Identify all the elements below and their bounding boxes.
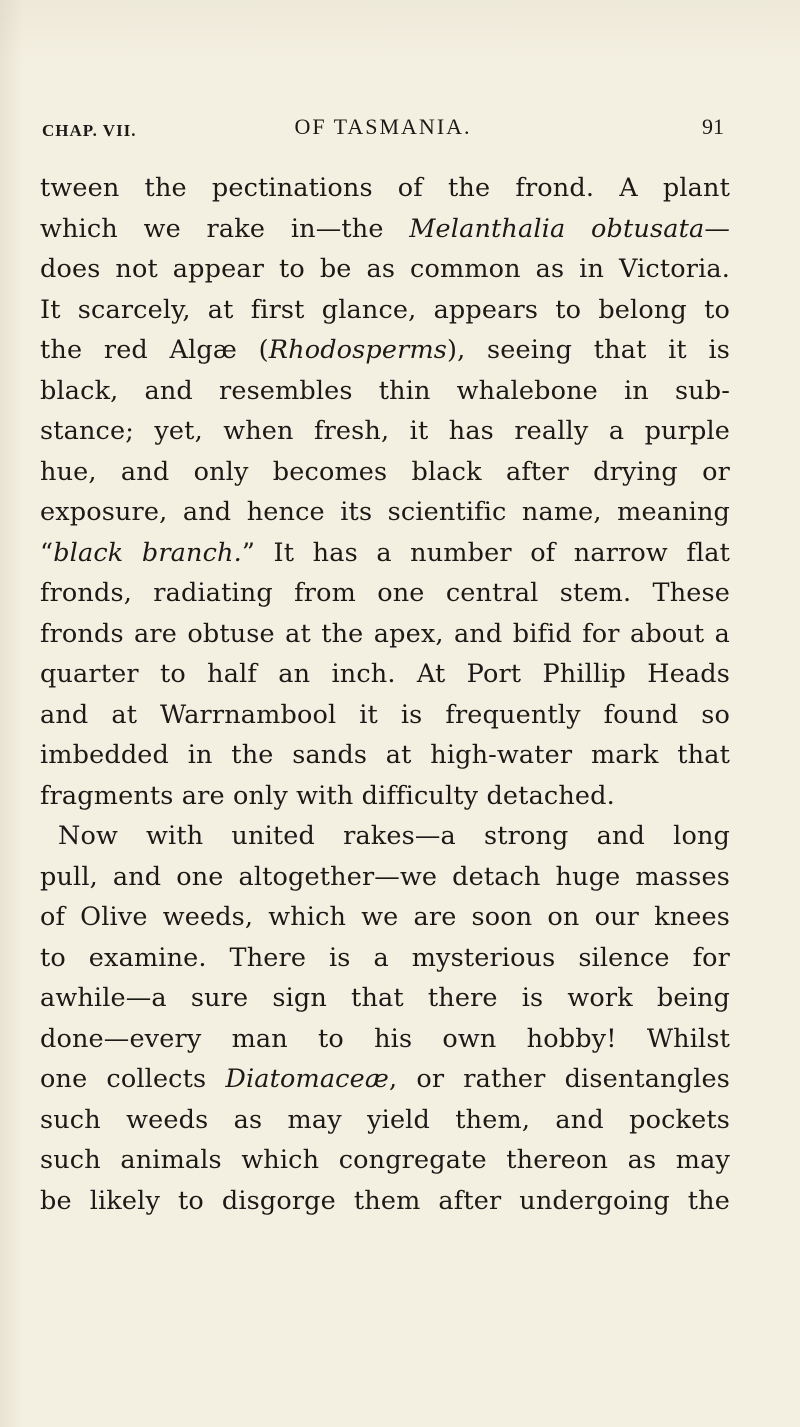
text-line: “black branch.” It has a number of narrow flat (40, 537, 731, 568)
text-line: awhile—a sure sign that there is work being (40, 983, 730, 1013)
italic-taxon: Rhodosperms (268, 335, 448, 365)
text-line: which we rake in—the Melanthalia obtusata— (40, 213, 730, 244)
text-line: such weeds as may yield them, and pockets (40, 1104, 730, 1135)
page-number: 91 (702, 114, 724, 139)
italic-taxon: Diatomaceæ (225, 1064, 389, 1094)
text-line: It scarcely, at first glance, appears to belong to (40, 294, 730, 325)
chapter-label: CHAP. VII. (42, 121, 137, 140)
running-head (42, 111, 724, 143)
text-line: fronds are obtuse at the apex, and bifid for about a (40, 618, 730, 649)
italic-phrase: black branch. (53, 537, 242, 568)
text-line: pull, and one altogether—we detach huge masses (40, 861, 730, 892)
text-line: quarter to half an inch. At Port Phillip Heads (40, 659, 730, 689)
body-text (40, 168, 730, 1221)
text-line: and at Warrnambool it is frequently found so (40, 699, 730, 730)
text-line: black, and resembles thin whalebone in sub- (40, 375, 730, 406)
text-line: tween the pectinations of the frond. A plant (40, 173, 730, 203)
text-line: the red Algæ (Rhodosperms), seeing that it is (40, 335, 730, 365)
text-line: of Olive weeds, which we are soon on our knees (40, 902, 730, 932)
italic-taxon: Melanthalia obtusata (409, 213, 705, 244)
text-line: exposure, and hence its scientific name, meaning (40, 497, 730, 527)
text-line: fronds, radiating from one central stem. These (40, 578, 730, 608)
text-line: to examine. There is a mysterious silence for (40, 942, 730, 973)
running-title: OF TASMANIA. (294, 114, 472, 139)
text-line: done—every man to his own hobby! Whilst (40, 1023, 730, 1054)
text-line: imbedded in the sands at high-water mark that (40, 740, 730, 770)
text-line-paragraph-start: Now with united rakes—a strong and long (58, 821, 730, 851)
text-line: hue, and only becomes black after drying or (40, 456, 730, 487)
text-line: fragments are only with difficulty detached. (40, 780, 615, 811)
text-line: one collects Diatomaceæ, or rather disentangles (40, 1064, 730, 1094)
text-line: be likely to disgorge them after undergoing the (40, 1185, 730, 1216)
text-line: does not appear to be as common as in Victoria. (40, 254, 730, 284)
text-line: such animals which congregate thereon as may (40, 1145, 730, 1175)
text-line: stance; yet, when fresh, it has really a purple (40, 416, 730, 446)
